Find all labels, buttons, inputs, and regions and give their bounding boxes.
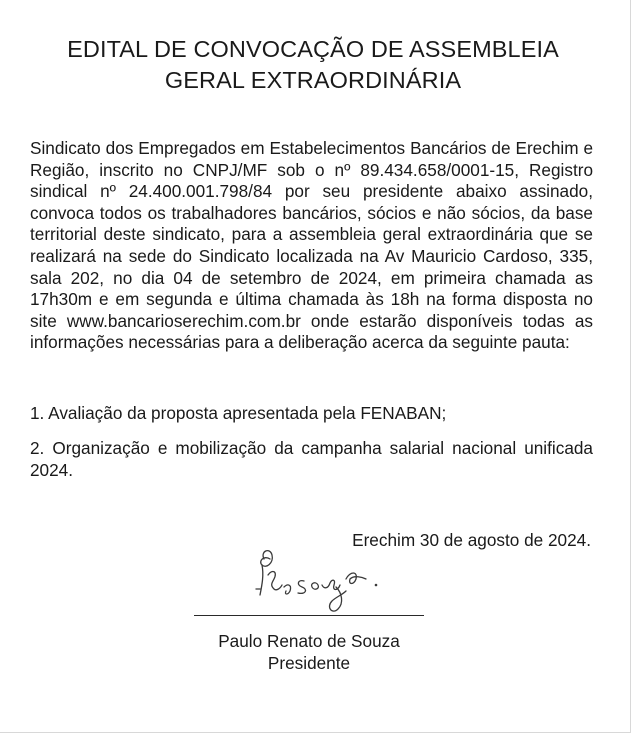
signature-line: [194, 615, 424, 616]
agenda-item-1: 1. Avaliação da proposta apresentada pela FENABAN;: [30, 403, 447, 423]
agenda-item-2: 2. Organização e mobilização da campanha salarial nacional unificada 2024.: [30, 438, 593, 480]
place-date: Erechim 30 de agosto de 2024.: [352, 530, 591, 550]
signer-name: Paulo Renato de Souza: [218, 631, 400, 651]
signer-role: Presidente: [267, 653, 351, 673]
handwritten-signature: [250, 545, 400, 617]
body-paragraph: Sindicato dos Empregados em Estabelecimentos Bancários de Erechim e Região, inscrito no CNPJ/MF sob o nº 89.434.658/0001-15, Registro sindical nº 24.400.001.798/84 por seu presidente abaixo assinado, convoca todos os trabalhadores bancários, sócios e não sócios, da base territorial deste sindicato, para a assembleia geral extraordinária que se realizará na sede do Sindicato localizada na Av Mauricio Cardoso, 335, sala 202, no dia 04 de setembro de 2024, em primeira chamada as 17h30m e em segunda e última chamada às 18h na forma disposta no site www.bancarioserechim.com.br onde estarão disponíveis todas as informações necessárias para a deliberação acerca da seguinte pauta:: [30, 138, 593, 353]
document-title: [30, 34, 596, 96]
convocation-paragraph: [30, 138, 593, 354]
title-line-1: EDITAL DE CONVOCAÇÃO DE ASSEMBLEIA: [67, 36, 559, 62]
title-line-2: GERAL EXTRAORDINÁRIA: [164, 67, 462, 93]
